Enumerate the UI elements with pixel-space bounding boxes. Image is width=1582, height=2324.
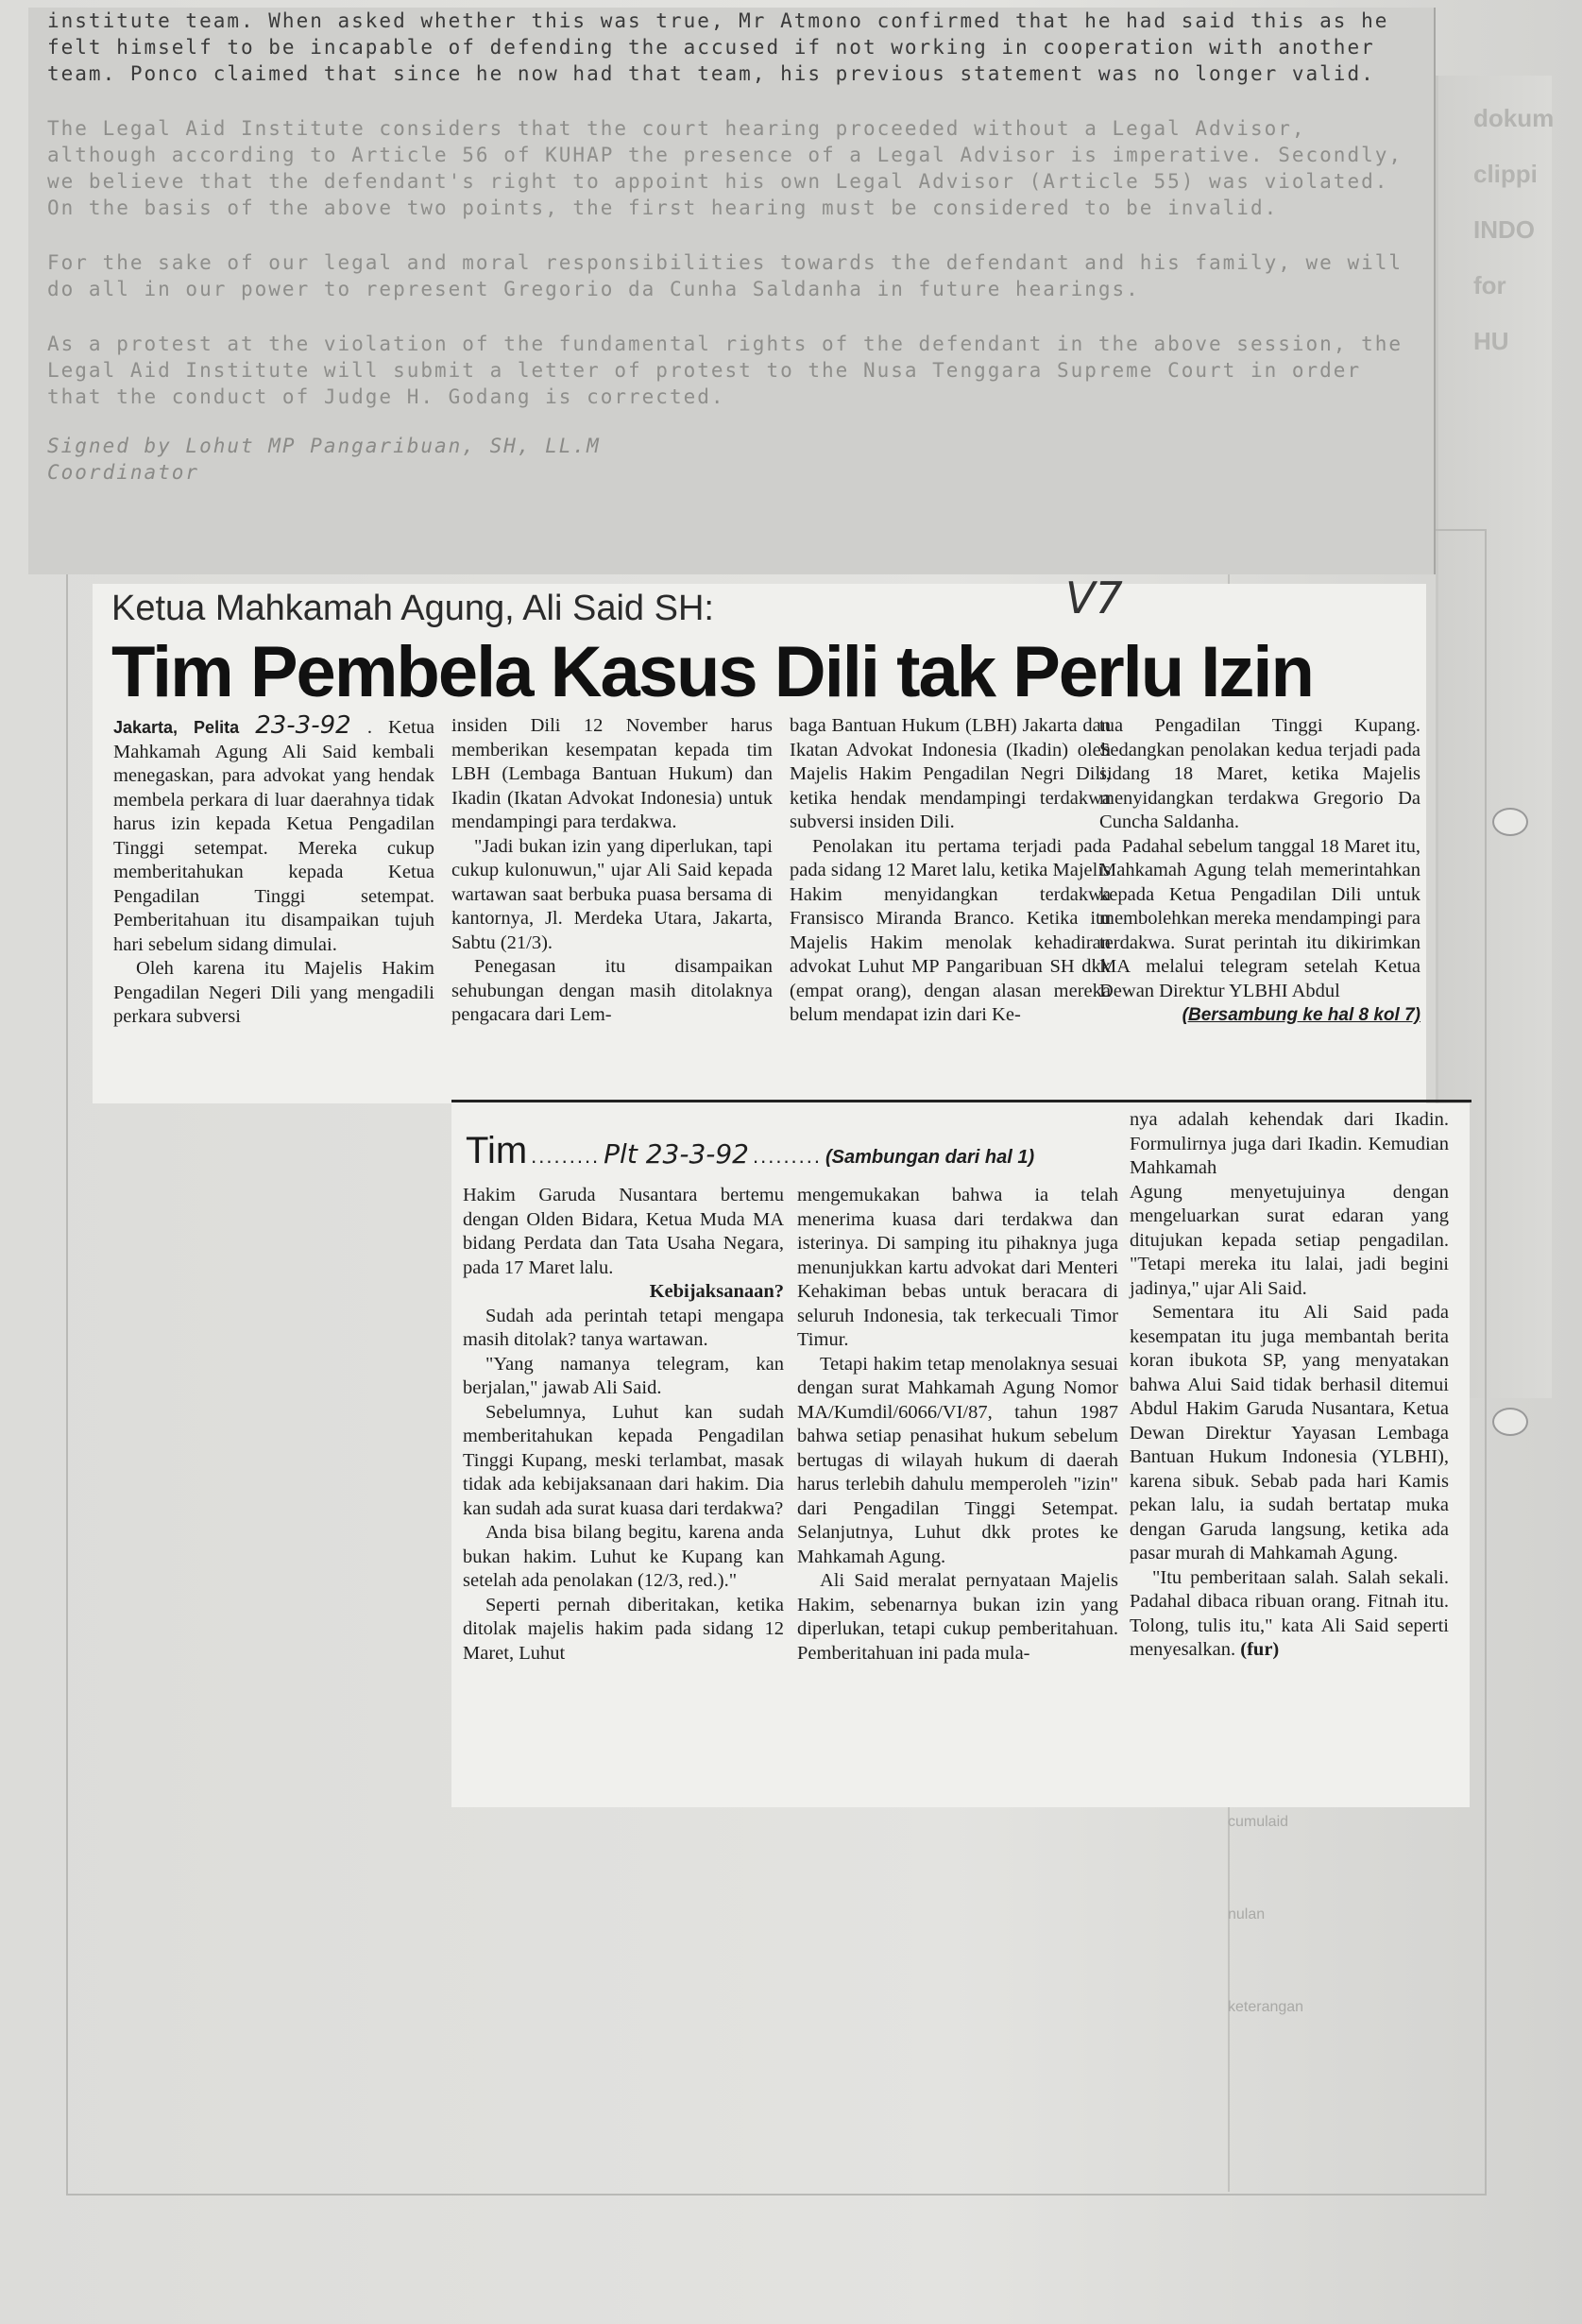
folder-label: keterangan bbox=[1228, 1999, 1304, 2015]
memo-paragraph: As a protest at the violation of the fundamental rights of the defendant in the above session, the Legal Aid Institute will submit a letter of protest to the Nusa Tenggara Supreme Court in order that the conduct of Judge H. Godang is corrected. bbox=[47, 333, 1403, 408]
continued-link: (Bersambung ke hal 8 kol 7) bbox=[1182, 1005, 1420, 1025]
memo-signature: Signed by Lohut MP Pangaribuan, SH, LL.M Coordinator bbox=[47, 435, 601, 484]
folder-label: INDO bbox=[1473, 215, 1535, 244]
handwritten-date: 23-3-92 bbox=[255, 711, 351, 740]
dateline: Jakarta, Pelita bbox=[113, 718, 240, 737]
paragraph: . Ketua Mahkamah Agung Ali Said kembali menegaskan, para advokat yang hendak membela perkara di luar daerahnya tidak harus izin kepada Ketua Pengadilan Tinggi setempat. Mereka cukup memberitahukan kepada Ketua Pengadilan Tinggi setempat. Pemberitahuan itu disampaikan tujuh hari sebelum sidang dimulai. bbox=[113, 717, 435, 955]
article-column-4 bbox=[1099, 714, 1420, 1028]
paragraph: Seperti pernah diberitakan, ketika ditolak majelis hakim pada sidang 12 Maret, Luhut bbox=[463, 1594, 784, 1664]
paragraph: "Itu pemberitaan salah. Salah sekali. Padahal dibaca ribuan orang. Fitnah itu. Tolong, tulis itu," kata Ali Said seperti menyesalkan. bbox=[1130, 1566, 1449, 1660]
continuation-column-3 bbox=[1130, 1103, 1449, 1663]
paragraph: "Yang namanya telegram, kan berjalan," jawab Ali Said. bbox=[463, 1353, 784, 1398]
paragraph: insiden Dili 12 November harus memberikan kesempatan kepada tim LBH (Lembaga Bantuan Hukum) dan Ikadin (Ikatan Advokat Indonesia) untuk mendampingi para terdakwa. bbox=[451, 715, 773, 832]
paragraph: Sebelumnya, Luhut kan sudah memberitahukan kepada Pengadilan Tinggi Kupang, meski terlambat, masak tidak ada kebijaksanaan dari hakim. Dia kan sudah ada surat kuasa dari terdakwa? bbox=[463, 1401, 784, 1519]
continued-from: (Sambungan dari hal 1) bbox=[825, 1147, 1035, 1168]
folder-label: for bbox=[1473, 271, 1506, 299]
paper-clip-icon bbox=[1492, 808, 1528, 836]
continuation-column-2 bbox=[797, 1184, 1118, 1666]
paragraph: Sudah ada perintah tetapi mengapa masih ditolak? tanya wartawan. bbox=[463, 1305, 784, 1350]
handwritten-mark: V7 bbox=[1065, 572, 1123, 624]
article-kicker: Ketua Mahkamah Agung, Ali Said SH: bbox=[111, 589, 714, 628]
article-headline: Tim Pembela Kasus Dili tak Perlu Izin bbox=[111, 632, 1313, 712]
folder-label: nulan bbox=[1228, 1906, 1266, 1922]
paragraph: mengemukakan bahwa ia telah menerima kuasa dari terdakwa dan isterinya. Di samping itu pihaknya juga menunjukkan kartu advokat dari Menteri Kehakiman bebas untuk beracara di seluruh Indonesia, tak terkecuali Timor Timur. bbox=[797, 1185, 1118, 1350]
paragraph: Sementara itu Ali Said pada kesempatan itu juga membantah berita koran ibukota SP, yang menyatakan bahwa Alui Said tidak berhasil ditemui Abdul Hakim Garuda Nusantara, Ketua Dewan Direktur Yayasan Lembaga Bantuan Hukum Indonesia (YLBHI), karena sibuk. Sebab pada hari Kamis pekan lalu, ia sudah bertatap muka dengan Garuda langsung, ketika ada pasar murah di Mahkamah Agung. bbox=[1130, 1302, 1449, 1564]
paragraph: Oleh karena itu Majelis Hakim Pengadilan Negeri Dili yang mengadili perkara subversi bbox=[113, 958, 434, 1027]
article-column-2 bbox=[451, 714, 773, 1028]
article-column-1 bbox=[113, 711, 435, 1030]
paragraph: nya adalah kehendak dari Ikadin. Formulirnya juga dari Ikadin. Kemudian Mahkamah bbox=[1130, 1109, 1449, 1178]
paper-clip-icon bbox=[1492, 1408, 1528, 1436]
memo-paragraph: The Legal Aid Institute considers that the court hearing proceeded without a Legal Advisor, although according to Article 56 of KUHAP the presence of a Legal Advisor is imperative. Secondly, we believe that the defendant's right to appoint his own Legal Advisor (Article 55) was violated. On the basis of the above two points, the first hearing must be considered to be invalid. bbox=[47, 117, 1403, 219]
handwritten-date: Plt 23-3-92 bbox=[604, 1138, 749, 1170]
folder-label: cumulaid bbox=[1228, 1814, 1289, 1830]
column-rule bbox=[451, 1100, 1471, 1102]
leader-dots: ......... bbox=[753, 1144, 823, 1168]
paragraph: tua Pengadilan Tinggi Kupang. Sedangkan penolakan kedua terjadi pada sidang 18 Maret, ketika Majelis menyidangkan terdakwa Gregorio Da Cuncha Saldanha. bbox=[1099, 715, 1420, 832]
subhead: Kebijaksanaan? bbox=[649, 1281, 784, 1302]
continuation-title: Tim bbox=[466, 1130, 528, 1171]
paragraph: Hakim Garuda Nusantara bertemu dengan Olden Bidara, Ketua Muda MA bidang Perdata dan Tata Usaha Negara, pada 17 Maret lalu. bbox=[463, 1185, 784, 1278]
newspaper-clipping-main bbox=[93, 572, 1426, 1103]
continuation-column-1 bbox=[463, 1184, 784, 1666]
paragraph: Anda bisa bilang begitu, karena anda bukan hakim. Luhut ke Kupang kan setelah ada penolakan (12/3, red.)." bbox=[463, 1522, 784, 1591]
memo-paragraph: institute team. When asked whether this was true, Mr Atmono confirmed that he had said this as he felt himself to be incapable of defending the accused if not working in cooperation with another team. Ponco claimed that since he now had that team, his previous statement was no longer valid. bbox=[47, 9, 1389, 85]
folder-label: HU bbox=[1473, 327, 1509, 355]
paragraph: Padahal sebelum tanggal 18 Maret itu, Mahkamah Agung telah memerintahkan kepada Ketua Pengadilan Dili untuk membolehkan mereka mendampingi para terdakwa. Surat perintah itu dikirimkan MA melalui telegram setelah Ketua Dewan Direktur YLBHI Abdul bbox=[1099, 835, 1420, 1001]
paragraph: Ali Said meralat pernyataan Majelis Hakim, sebenarnya bukan izin yang diperlukan, tetapi cukup pemberitahuan. Pemberitahuan ini pada mula- bbox=[797, 1570, 1118, 1664]
typewritten-memo bbox=[28, 8, 1436, 574]
memo-paragraph: For the sake of our legal and moral responsibilities towards the defendant and his family, we will do all in our power to represent Gregorio da Cunha Saldanha in future hearings. bbox=[47, 251, 1403, 300]
paragraph: Penegasan itu disampaikan sehubungan dengan masih ditolaknya pengacara dari Lem- bbox=[451, 956, 773, 1025]
paragraph: "Jadi bukan izin yang diperlukan, tapi cukup kulonuwun," ujar Ali Said kepada wartawan saat berbuka puasa bersama di kantornya, Jl. Merdeka Utara, Jakarta, Sabtu (21/3). bbox=[451, 835, 773, 953]
article-column-3 bbox=[790, 714, 1111, 1028]
paragraph: baga Bantuan Hukum (LBH) Jakarta dan Ikatan Advokat Indonesia (Ikadin) oleh Majelis Hakim Pengadilan Negri Dili, ketika hendak mendampingi terdakwa subversi insiden Dili. bbox=[790, 715, 1111, 832]
folder-bottom-labels bbox=[1228, 1814, 1473, 2092]
byline: (fur) bbox=[1240, 1639, 1280, 1660]
folder-label: dokum bbox=[1473, 104, 1555, 132]
leader-dots: ......... bbox=[531, 1144, 601, 1168]
paragraph: Penolakan itu pertama terjadi pada pada sidang 12 Maret lalu, ketika Majelis Hakim menyidangkan terdakwa Fransisco Miranda Branco. Ketika itu Majelis Hakim menolak kehadiran advokat Luhut MP Pangaribuan SH dkk (empat orang), dengan alasan mereka belum mendapat izin dari Ke- bbox=[790, 835, 1111, 1025]
newspaper-clipping-continuation bbox=[451, 1103, 1470, 1807]
paragraph: Agung menyetujuinya dengan mengeluarkan surat edaran yang ditujukan kepada setiap pengadilan. "Tetapi mereka itu lalai, jadi begini jadinya," ujar Ali Said. bbox=[1130, 1181, 1449, 1299]
folder-label: clippi bbox=[1473, 160, 1538, 188]
continuation-header bbox=[466, 1130, 1146, 1172]
folder-right-labels bbox=[1473, 104, 1577, 383]
paragraph: Tetapi hakim tetap menolaknya sesuai dengan surat Mahkamah Agung Nomor MA/Kumdil/6066/VI/87, tahun 1987 bahwa setiap penasihat hukum sebelum bertugas di wilayah hukum di daerah harus terlebih dahulu memperoleh "izin" dari Pengadilan Tinggi Setempat. Selanjutnya, Luhut dkk protes ke Mahkamah Agung. bbox=[797, 1353, 1118, 1567]
